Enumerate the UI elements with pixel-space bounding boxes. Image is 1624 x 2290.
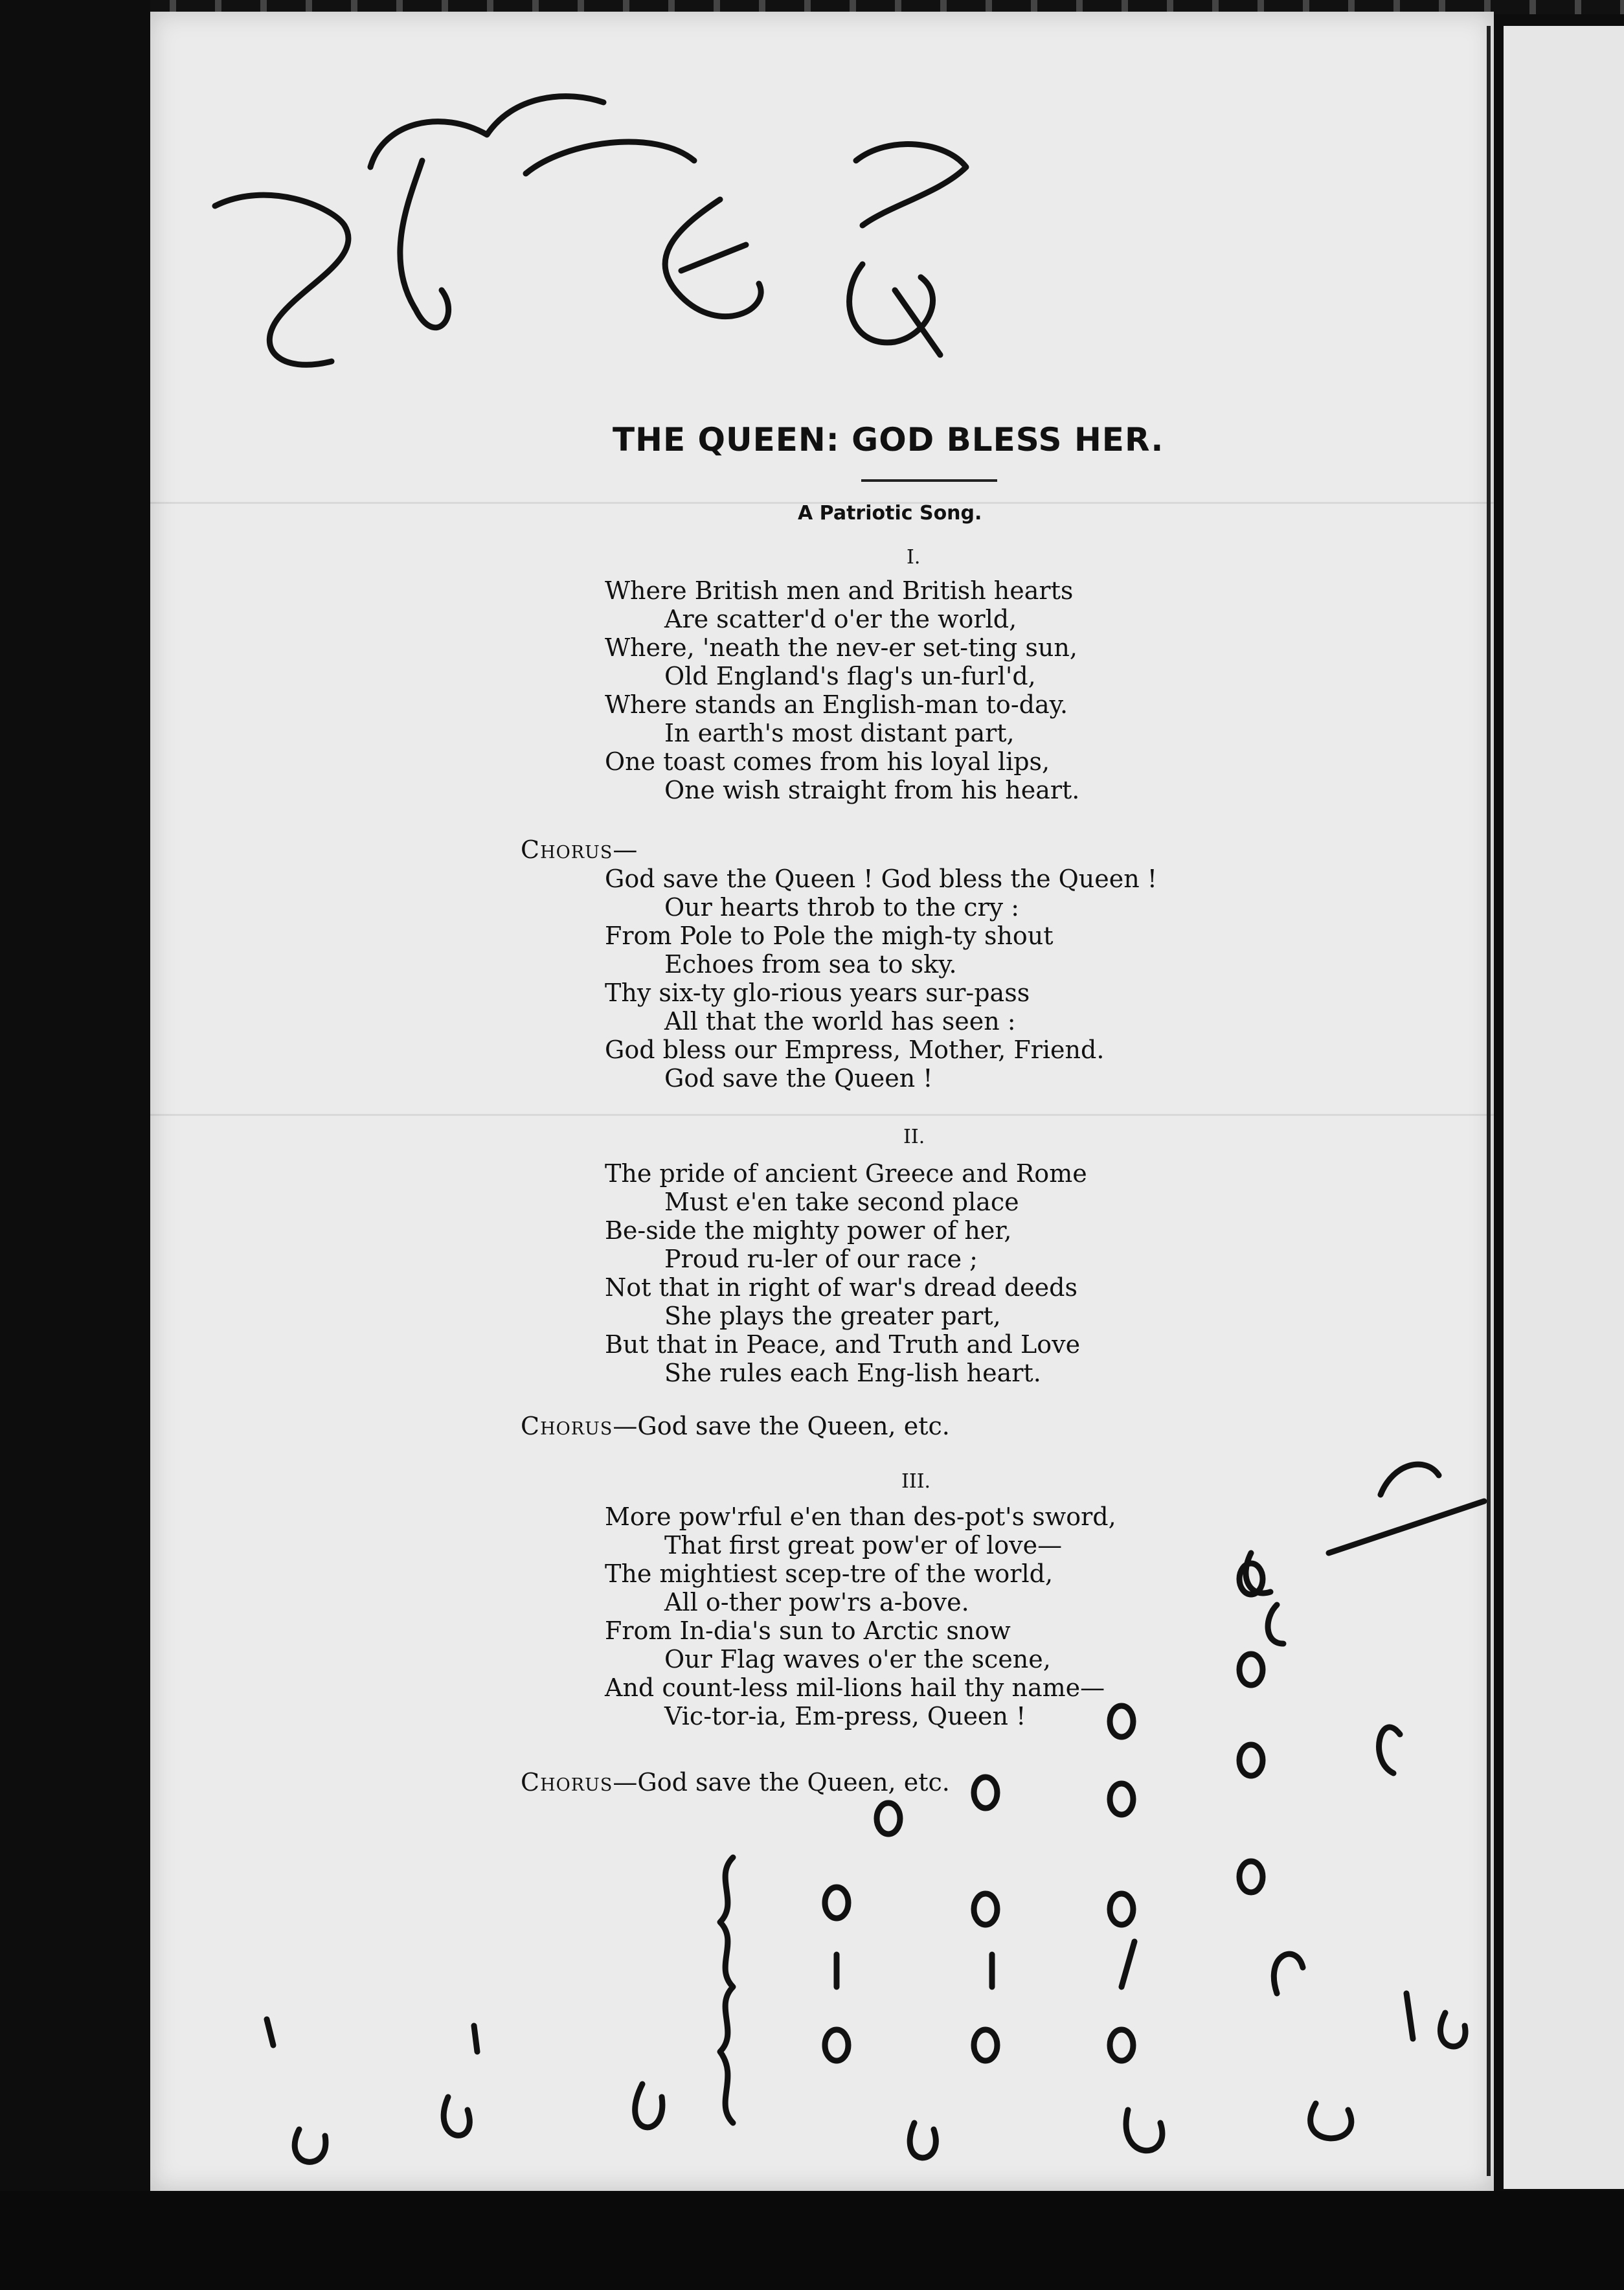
verse-line: One toast comes from his loyal lips, (605, 747, 1050, 776)
chorus-line: From Pole to Pole the migh-ty shout (605, 922, 1054, 950)
song-subtitle: A Patriotic Song. (798, 502, 982, 525)
verse-line: Where British men and British hearts (605, 576, 1074, 605)
verse-line: In earth's most distant part, (664, 719, 1015, 747)
chorus-label: Chorus— (521, 835, 638, 864)
chorus-line: All that the world has seen : (664, 1007, 1016, 1036)
verse-line: Where stands an English-man to-day. (605, 690, 1068, 719)
verse-line: And count-less mil-lions hail thy name— (605, 1673, 1105, 1702)
verse-line: But that in Peace, and Truth and Love (605, 1330, 1081, 1359)
verse-line: One wish straight from his heart. (664, 776, 1080, 804)
verse-3 (605, 1502, 1116, 1730)
verse-line: Are scatter'd o'er the world, (664, 605, 1017, 633)
verse-line: Proud ru-ler of our race ; (664, 1245, 978, 1273)
chorus-refrain (521, 1768, 950, 1797)
verse-line: Old England's flag's un-furl'd, (664, 662, 1036, 690)
chorus-refrain-label: Chorus (521, 1412, 613, 1440)
chorus-refrain-text: —God save the Queen, etc. (613, 1412, 950, 1440)
verse-line: Where, 'neath the nev-er set-ting sun, (605, 633, 1077, 662)
verse-line: The pride of ancient Greece and Rome (605, 1159, 1087, 1188)
verse-line: That first great pow'er of love— (664, 1531, 1063, 1559)
verse-line: All o-ther pow'rs a-bove. (664, 1588, 969, 1616)
verse-line: Our Flag waves o'er the scene, (664, 1645, 1051, 1673)
chorus-line: God save the Queen ! (664, 1064, 933, 1093)
verse-line: The mightiest scep-tre of the world, (605, 1559, 1054, 1588)
verse-line: Vic-tor-ia, Em-press, Queen ! (664, 1702, 1026, 1730)
verse-numeral: III. (901, 1470, 931, 1493)
chorus-line: God bless our Empress, Mother, Friend. (605, 1036, 1105, 1064)
song-title: THE QUEEN: GOD BLESS HER. (613, 421, 1164, 459)
chorus-line: God save the Queen ! God bless the Queen ! (605, 865, 1158, 893)
verse-numeral: II. (903, 1126, 925, 1148)
chorus-line: Echoes from sea to sky. (664, 950, 957, 979)
handwritten-annotations (150, 12, 1494, 2191)
handwriting-drawing (150, 12, 1494, 2191)
verse-line: She plays the greater part, (664, 1302, 1001, 1330)
verse-line: Must e'en take second place (664, 1188, 1019, 1216)
verse-1 (605, 576, 1079, 804)
verse-line: Be-side the mighty power of her, (605, 1216, 1012, 1245)
chorus-line: Thy six-ty glo-rious years sur-pass (605, 979, 1030, 1007)
verse-line: From In-dia's sun to Arctic snow (605, 1616, 1011, 1645)
scan-bottom-band (0, 2191, 1624, 2290)
chorus-refrain-label: Chorus (521, 1768, 613, 1797)
adjacent-page-strip (1504, 26, 1624, 2189)
verse-2 (605, 1159, 1087, 1387)
chorus-refrain-text: —God save the Queen, etc. (613, 1768, 950, 1797)
chorus (605, 865, 1157, 1093)
chorus-refrain (521, 1412, 950, 1440)
verse-line: Not that in right of war's dread deeds (605, 1273, 1077, 1302)
verse-line: She rules each Eng-lish heart. (664, 1359, 1041, 1387)
verse-numeral: I. (907, 546, 921, 569)
chorus-line: Our hearts throb to the cry : (664, 893, 1020, 922)
title-rule (861, 479, 997, 482)
verse-line: More pow'rful e'en than des-pot's sword, (605, 1502, 1116, 1531)
